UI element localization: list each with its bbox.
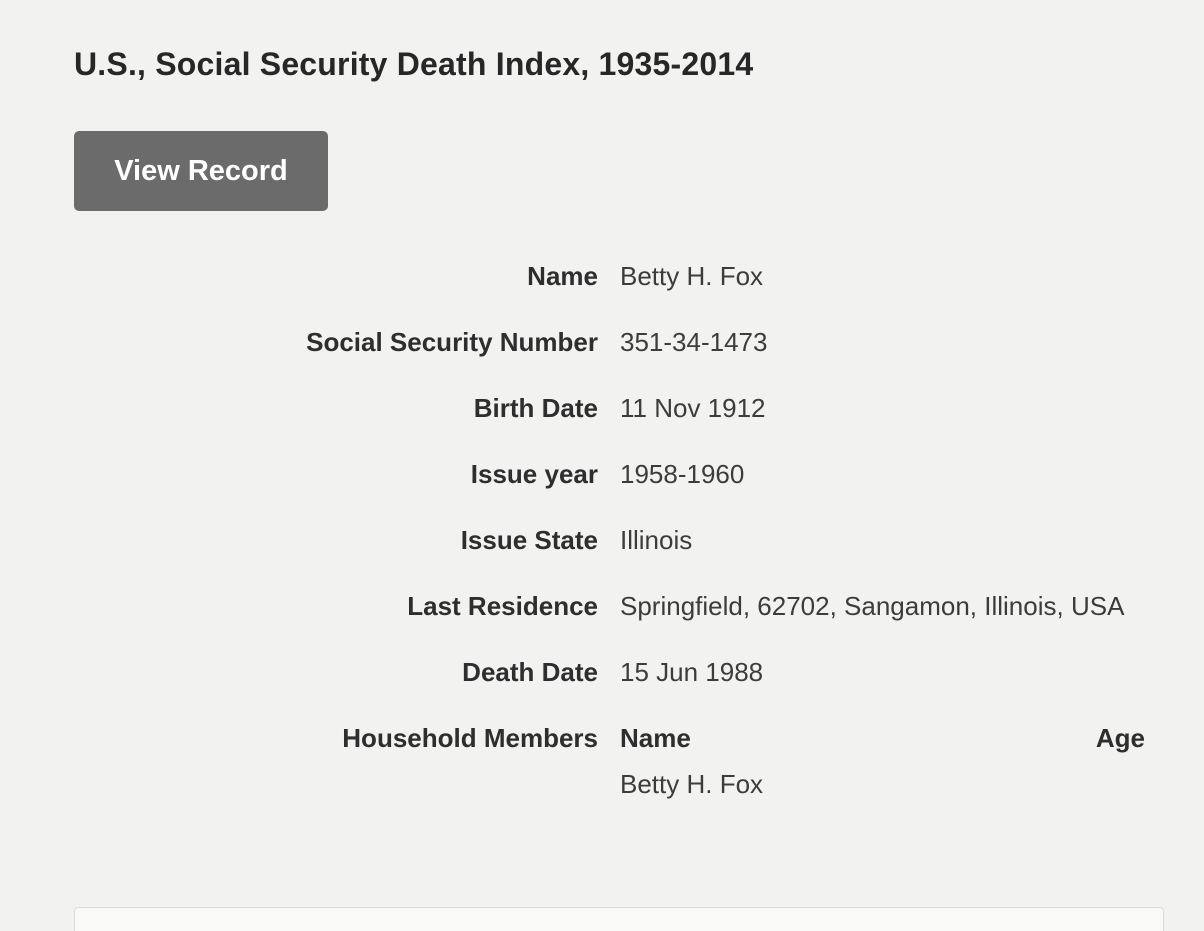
field-label: Death Date bbox=[462, 657, 598, 687]
field-label: Last Residence bbox=[407, 591, 598, 621]
household-name-column-header: Name bbox=[620, 723, 691, 753]
household-members-header bbox=[620, 715, 1145, 761]
page-title: U.S., Social Security Death Index, 1935-2014 bbox=[74, 46, 754, 82]
field-label: Name bbox=[527, 261, 598, 291]
record-field-issue-state bbox=[74, 517, 1145, 563]
field-value: Springfield, 62702, Sangamon, Illinois, USA bbox=[620, 591, 1125, 621]
field-value: 351-34-1473 bbox=[620, 327, 768, 357]
household-members-table bbox=[620, 715, 1145, 807]
field-value: Betty H. Fox bbox=[620, 261, 764, 291]
field-label: Social Security Number bbox=[306, 327, 598, 357]
view-record-button[interactable]: View Record bbox=[74, 131, 328, 211]
field-value: Illinois bbox=[620, 525, 693, 555]
record-field-household-members bbox=[74, 715, 1145, 807]
field-value: 15 Jun 1988 bbox=[620, 657, 764, 687]
field-label: Household Members bbox=[342, 723, 598, 753]
household-member-name: Betty H. Fox bbox=[620, 769, 764, 799]
field-label: Birth Date bbox=[473, 393, 598, 423]
record-field-last-residence bbox=[74, 583, 1145, 629]
record-field-birth-date bbox=[74, 385, 1145, 431]
field-value: 1958-1960 bbox=[620, 459, 745, 489]
record-field-death-date bbox=[74, 649, 1145, 695]
household-age-column-header: Age bbox=[1095, 723, 1145, 753]
record-fields bbox=[74, 253, 1145, 807]
field-label: Issue year bbox=[470, 459, 598, 489]
field-label: Issue State bbox=[460, 525, 598, 555]
field-value: 11 Nov 1912 bbox=[620, 393, 766, 423]
household-member-row bbox=[620, 761, 1145, 807]
record-field-ssn bbox=[74, 319, 1145, 365]
next-record-card-top-edge bbox=[74, 907, 1164, 931]
record-field-issue-year bbox=[74, 451, 1145, 497]
record-field-name bbox=[74, 253, 1145, 299]
